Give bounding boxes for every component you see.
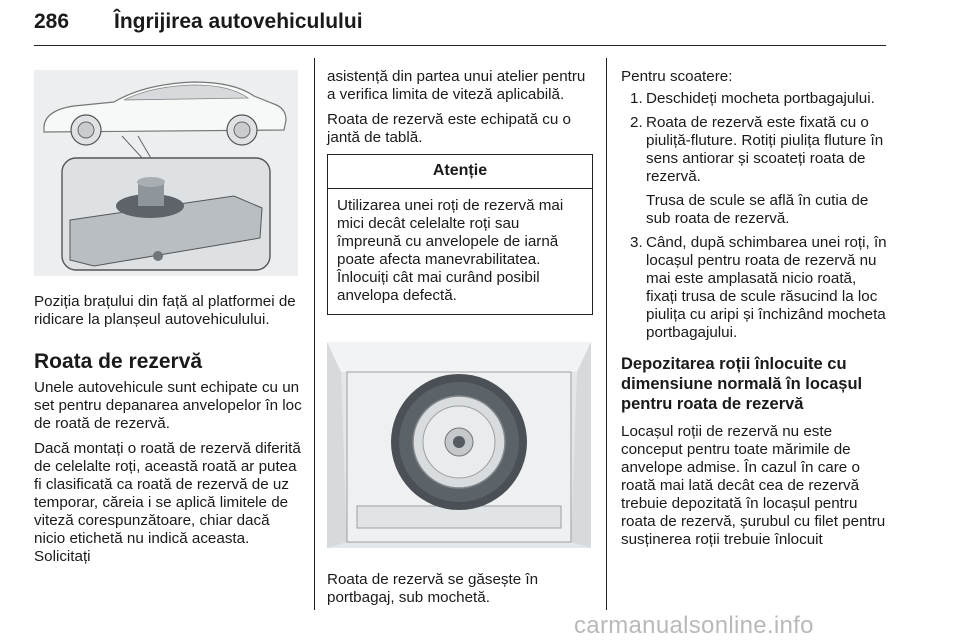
paragraph: Roata de rezervă este echipată cu o jantă de tablă. xyxy=(327,111,571,146)
lift-arm-illustration xyxy=(34,70,298,276)
paragraph: Dacă montați o roată de rezervă diferită de celelalte roți, această roată ar putea fi clasificată ca roată de rezervă de uz temporar, căreia i se aplică limitele de viteză corespunzătoare, chiar dacă nicio etichetă nu indică aceasta. Solicitați xyxy=(34,440,301,565)
figure-caption: Roata de rezervă se găsește în portbagaj, sub mochetă. xyxy=(327,571,539,606)
spare-wheel-illustration xyxy=(327,342,591,548)
column-3 xyxy=(621,68,889,556)
step-text: Deschideți mocheta portbagajului. xyxy=(646,90,875,107)
step-number: 1. xyxy=(630,90,643,107)
warning-box xyxy=(327,154,593,315)
section-heading: Roata de rezervă xyxy=(34,350,203,373)
page-title: Îngrijirea autovehiculului xyxy=(114,10,363,33)
column-2-caption xyxy=(327,571,593,614)
step-number: 2. xyxy=(630,114,643,131)
paragraph: Locașul roții de rezervă nu este conceput pentru toate mărimile de anvelope admise. În cazul în care o roată mai lată decât cea de rezervă trebuie depozitată în locașul pentru roata de rezervă, șurubul cu filet pentru susținerea roții trebuie înlocuit xyxy=(621,423,886,548)
header-rule xyxy=(34,45,886,46)
spare-wheel-figure xyxy=(327,342,591,548)
column-2 xyxy=(327,68,593,315)
column-divider xyxy=(606,58,607,610)
page-header xyxy=(34,6,886,50)
lift-arm-figure xyxy=(34,70,298,276)
paragraph: asistență din partea unui atelier pentru a verifica limita de viteză aplicabilă. xyxy=(327,68,586,103)
list-item xyxy=(621,114,889,228)
subheading: Depozitarea roții înlocuite cu dimensiune normală în locașul pentru roata de rezervă xyxy=(621,355,863,413)
page-number: 286 xyxy=(34,10,70,33)
list-item xyxy=(621,234,889,342)
paragraph: Unele autovehicule sunt echipate cu un set pentru depanarea anvelopelor în loc de roată de rezervă. xyxy=(34,379,302,432)
step-note: Trusa de scule se află în cutia de sub roata de rezervă. xyxy=(646,192,869,227)
warning-body: Utilizarea unei roți de rezervă mai mici decât celelalte roți sau împreună cu anvelopele de iarnă poate afecta manevrabilitatea. Înlocuiți cât mai curând posibil anvelopa defectă. xyxy=(337,197,564,304)
column-1 xyxy=(34,293,302,573)
steps-intro: Pentru scoatere: xyxy=(621,68,733,85)
step-text: Când, după schimbarea unei roți, în locașul pentru roata de rezervă nu mai este amplasată nicio roată, fixați trusa de scule răsucind la loc piulița cu aripi și închizând mocheta portbagajului. xyxy=(646,234,887,341)
removal-steps xyxy=(621,90,889,342)
watermark: carmanualsonline.info xyxy=(574,612,814,639)
column-divider xyxy=(314,58,315,610)
figure-caption: Poziția brațului din față al platformei de ridicare la planșeul autovehiculului. xyxy=(34,293,296,328)
step-text: Roata de rezervă este fixată cu o piuliță-fluture. Rotiți piulița fluture în sens antiorar și scoateți roata de rezervă. xyxy=(646,114,884,185)
warning-title: Atenție xyxy=(328,155,592,189)
list-item xyxy=(621,90,889,108)
step-number: 3. xyxy=(630,234,643,251)
